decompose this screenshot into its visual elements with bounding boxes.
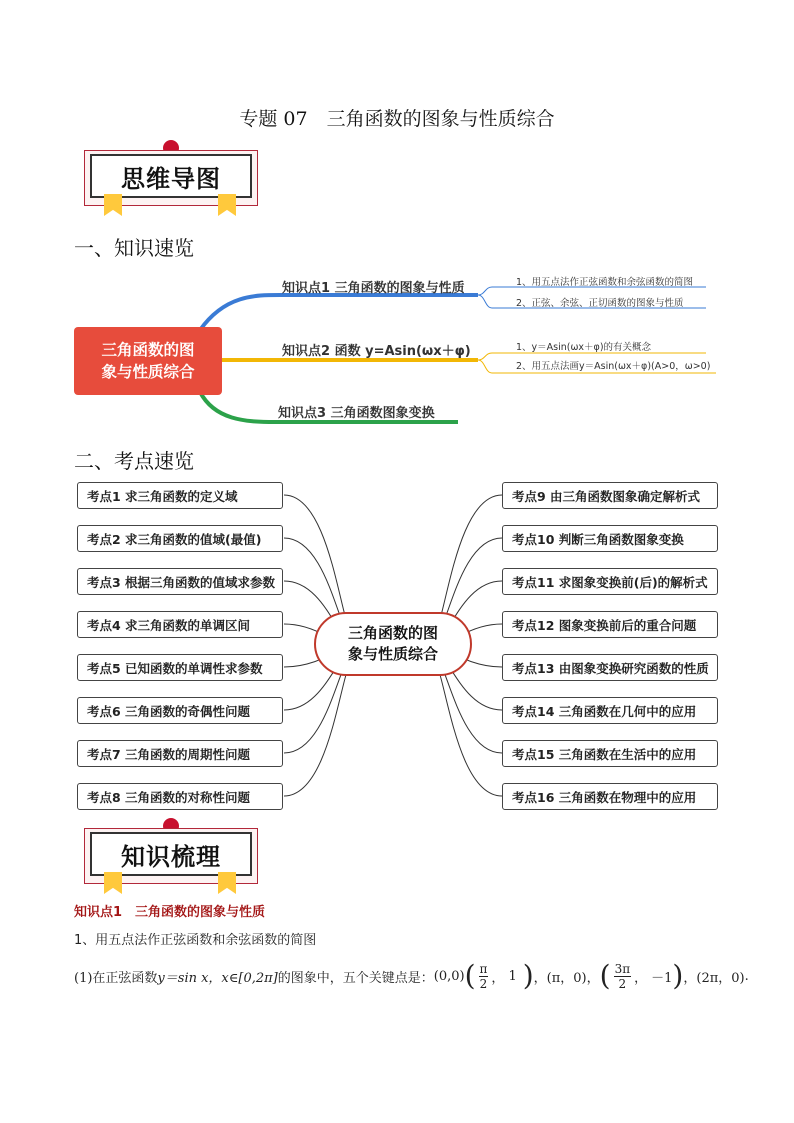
exam-point-6: 考点6 三角函数的奇偶性问题: [77, 697, 283, 724]
section-heading-knowledge: 一、知识速览: [74, 236, 194, 260]
mindmap-banner: [84, 148, 258, 218]
exam-point-15: 考点15 三角函数在生活中的应用: [502, 740, 718, 767]
exam-point-10: 考点10 判断三角函数图象变换: [502, 525, 718, 552]
exam-point-14: 考点14 三角函数在几何中的应用: [502, 697, 718, 724]
line2-p2-y: 1: [508, 968, 517, 984]
exam-point-4: 考点4 求三角函数的单调区间: [77, 611, 283, 638]
knowledge-point-heading: 知识点1 三角函数的图象与性质: [74, 905, 266, 920]
exam-point-9: 考点9 由三角函数图象确定解析式: [502, 482, 718, 509]
exam-point-5: 考点5 已知函数的单调性求参数: [77, 654, 283, 681]
exam-point-11: 考点11 求图象变换前(后)的解析式: [502, 568, 718, 595]
exam-point-7: 考点7 三角函数的周期性问题: [77, 740, 283, 767]
body-line-2: (1)在正弦函数 y＝sin x，x∈[0,2π] 的图象中，五个关键点是： (0,0) ( $\frac{\pi}{2}$ ， 1 ) ， (π，0) ， ( $\frac{3\pi}{2}$ ， －1 ) ， (2π，0) .: [74, 959, 749, 992]
exam-point-13: 考点13 由图象变换研究函数的性质: [502, 654, 718, 681]
line2-func: y＝sin x，x∈[0,2π]: [157, 970, 278, 986]
line2-p2-num: π: [479, 961, 488, 976]
exam-point-2: 考点2 求三角函数的值域(最值): [77, 525, 283, 552]
ribbon-right-icon: [218, 872, 236, 894]
exam-point-1: 考点1 求三角函数的定义域: [77, 482, 283, 509]
kp1-sub-1: 1、用五点法作正弦函数和余弦函数的简图: [516, 277, 694, 288]
section-heading-exam: 二、考点速览: [74, 449, 194, 473]
line2-p4-y: －1: [651, 970, 673, 986]
kp1-sub-2: 2、正弦、余弦、正切函数的图象与性质: [516, 298, 684, 309]
exam-point-12: 考点12 图象变换前后的重合问题: [502, 611, 718, 638]
ribbon-right-icon: [218, 194, 236, 216]
center-line-2: 象与性质综合: [101, 363, 195, 381]
knowledge-point-1: 知识点1 三角函数的图象与性质: [282, 281, 465, 296]
line2-prefix: (1)在正弦函数: [74, 970, 158, 986]
center-line-1: 三角函数的图: [101, 341, 195, 359]
ribbon-left-icon: [104, 872, 122, 894]
mindmap-center-node: [74, 327, 222, 395]
knowledge-point-3: 知识点3 三角函数图象变换: [278, 406, 435, 421]
line2-p4-num: 3π: [614, 961, 631, 976]
kp2-sub-1: 1、y＝Asin(ωx＋φ)的有关概念: [516, 342, 652, 353]
knowledge-summary-banner: [84, 826, 258, 896]
line2-p5: (2π，0): [696, 970, 745, 986]
banner-label: 思维导图: [90, 154, 252, 198]
kp2-sub-2: 2、用五点法画y＝Asin(ωx＋φ)(A>0，ω>0): [516, 361, 711, 372]
banner-label: 知识梳理: [90, 832, 252, 876]
exam-center-line-1: 三角函数的图: [347, 624, 438, 642]
ribbon-left-icon: [104, 194, 122, 216]
body-line-1: 1、用五点法作正弦函数和余弦函数的简图: [74, 933, 317, 948]
line2-p3: (π，0): [546, 970, 587, 986]
line2-p1: (0,0): [433, 968, 465, 984]
exam-center-line-2: 象与性质综合: [347, 645, 438, 663]
line2-end: .: [744, 968, 749, 984]
line2-p2-den: 2: [479, 976, 488, 991]
exam-point-16: 考点16 三角函数在物理中的应用: [502, 783, 718, 810]
exam-center-node: [314, 612, 472, 676]
knowledge-point-2: 知识点2 函数 y=Asin(ωx＋φ): [282, 344, 471, 359]
exam-point-3: 考点3 根据三角函数的值域求参数: [77, 568, 283, 595]
line2-p4-den: 2: [618, 976, 627, 991]
line2-mid: 的图象中，五个关键点是：: [277, 970, 434, 986]
exam-point-8: 考点8 三角函数的对称性问题: [77, 783, 283, 810]
page-title: 专题 07 三角函数的图象与性质综合: [239, 108, 555, 130]
